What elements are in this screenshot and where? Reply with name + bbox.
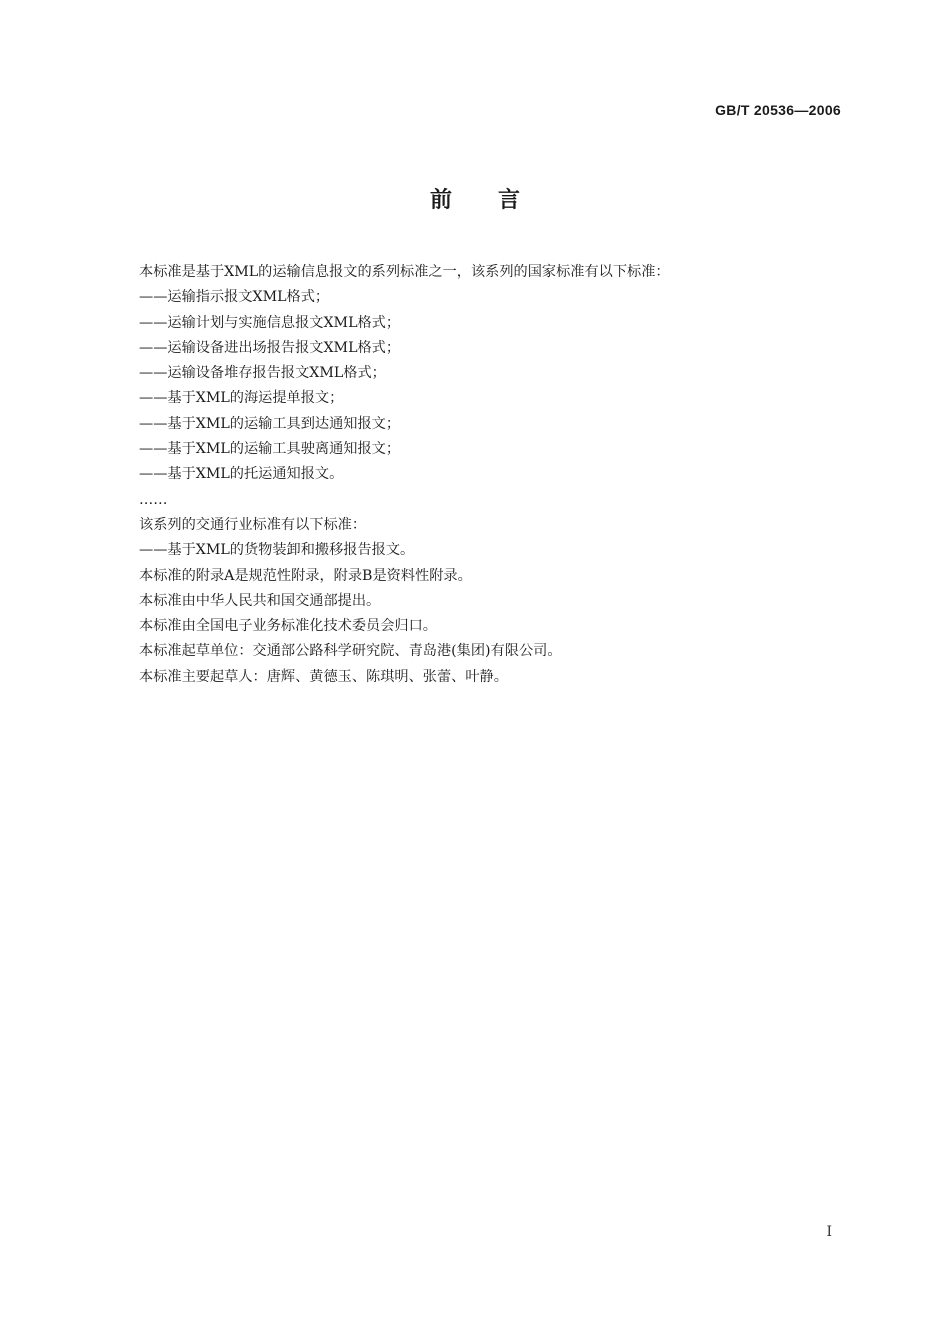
list-item: ——基于XML的托运通知报文。 — [139, 466, 344, 483]
preface-body — [139, 260, 819, 690]
list-item: ——基于XML的运输工具驶离通知报文； — [139, 441, 401, 458]
list-item: ——运输设备进出场报告报文XML格式； — [139, 339, 401, 356]
standard-code: GB/T 20536—2006 — [715, 102, 841, 118]
paragraph-line: 本标准由中华人民共和国交通部提出。 — [139, 592, 381, 609]
list-item: ——基于XML的运输工具到达通知报文； — [139, 415, 401, 432]
paragraph-line: 本标准主要起草人：唐辉、黄德玉、陈琪明、张蕾、叶静。 — [139, 668, 508, 685]
list-item: ——运输设备堆存报告报文XML格式； — [139, 365, 386, 382]
list-item: ——运输指示报文XML格式； — [139, 289, 330, 306]
page-number: I — [826, 1224, 832, 1240]
list-item: ——运输计划与实施信息报文XML格式； — [139, 314, 401, 331]
paragraph-line: 本标准由全国电子业务标准化技术委员会归口。 — [139, 618, 437, 635]
list-item: ——基于XML的海运提单报文； — [139, 390, 344, 407]
list-item: ——基于XML的货物装卸和搬移报告报文。 — [139, 542, 415, 559]
page-title: 前言 — [429, 188, 566, 213]
paragraph-line: 该系列的交通行业标准有以下标准： — [139, 516, 367, 533]
paragraph-line: 本标准起草单位：交通部公路科学研究院、青岛港(集团)有限公司。 — [139, 643, 562, 660]
paragraph-line: 本标准是基于XML的运输信息报文的系列标准之一，该系列的国家标准有以下标准： — [139, 264, 670, 280]
paragraph-line: 本标准的附录A是规范性附录，附录B是资料性附录。 — [139, 567, 472, 584]
ellipsis: …… — [139, 491, 168, 508]
